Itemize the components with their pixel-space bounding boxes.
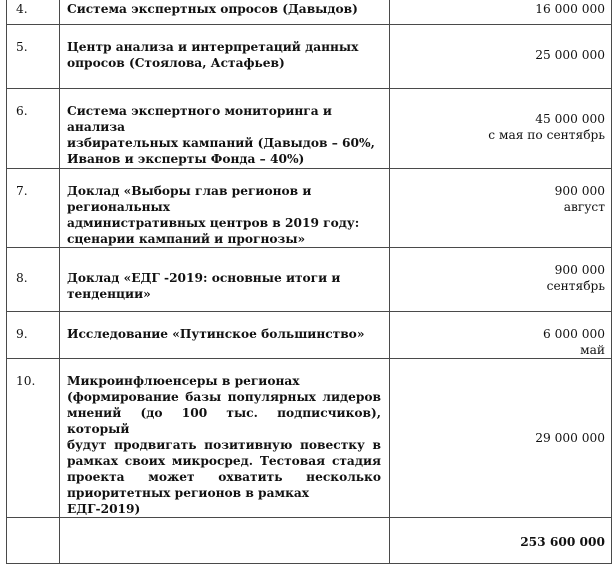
- description-line: проекта может охватить несколько: [67, 470, 381, 484]
- row-number: 9.: [7, 312, 60, 359]
- amount-cell: [390, 359, 612, 518]
- description-line: Микроинфлюенсеры в регионах: [67, 374, 300, 388]
- item-description: [60, 169, 390, 248]
- amount-cell: [390, 312, 612, 359]
- description-line: мнений (до 100 тыс. подписчиков), который: [67, 406, 381, 436]
- description-line: сценарии кампаний и прогнозы»: [67, 232, 306, 246]
- amount-note: с мая по сентябрь: [488, 128, 605, 142]
- description-line: избирательных кампаний (Давыдов – 60%,: [67, 136, 375, 150]
- amount-value: 25 000 000: [535, 48, 605, 62]
- amount-note: сентябрь: [546, 279, 605, 293]
- table-row: [7, 248, 612, 312]
- amount-value: 29 000 000: [535, 431, 605, 445]
- item-description: [60, 359, 390, 518]
- table-row: [7, 89, 612, 169]
- description-line: приоритетных регионов в рамках ЕДГ-2019): [67, 486, 310, 516]
- row-number: 4.: [7, 0, 60, 25]
- amount-cell: [390, 89, 612, 169]
- item-description: [60, 312, 390, 359]
- table-row: [7, 312, 612, 359]
- row-number: 10.: [7, 359, 60, 518]
- description-line: Система экспертных опросов (Давыдов): [67, 2, 358, 16]
- amount-value: 900 000: [554, 184, 605, 198]
- amount-cell: [390, 25, 612, 89]
- amount-value: 900 000: [554, 263, 605, 277]
- description-line: будут продвигать позитивную повестку в: [67, 438, 381, 452]
- amount-value: 6 000 000: [542, 327, 605, 341]
- table-row: [7, 25, 612, 89]
- description-line: административных центров в 2019 году:: [67, 216, 360, 230]
- total-row: [7, 518, 612, 564]
- description-line: (формирование базы популярных лидеров: [67, 390, 381, 404]
- amount-cell: [390, 169, 612, 248]
- description-line: Иванов и эксперты Фонда – 40%): [67, 152, 305, 166]
- budget-table: [6, 0, 612, 564]
- amount-value: 16 000 000: [535, 2, 605, 16]
- amount-cell: [390, 0, 612, 25]
- total-amount: 253 600 000: [520, 535, 605, 549]
- table-row: [7, 0, 612, 25]
- amount-value: 45 000 000: [535, 112, 605, 126]
- total-number-cell: [7, 518, 60, 564]
- description-line: рамках своих микросред. Тестовая стадия: [67, 454, 381, 468]
- description-line: опросов (Стоялова, Астафьев): [67, 56, 285, 70]
- item-description: [60, 0, 390, 25]
- amount-note: май: [580, 343, 605, 357]
- amount-note: август: [563, 200, 605, 214]
- description-line: тенденции»: [67, 287, 151, 301]
- description-line: Доклад «Выборы глав регионов и региональных: [67, 184, 312, 214]
- item-description: [60, 89, 390, 169]
- row-number: 8.: [7, 248, 60, 312]
- total-amount-cell: [390, 518, 612, 564]
- table-row: [7, 359, 612, 518]
- row-number: 5.: [7, 25, 60, 89]
- total-description-cell: [60, 518, 390, 564]
- row-number: 7.: [7, 169, 60, 248]
- description-line: Доклад «ЕДГ -2019: основные итоги и: [67, 271, 341, 285]
- row-number: 6.: [7, 89, 60, 169]
- table-row: [7, 169, 612, 248]
- description-line: Система экспертного мониторинга и анализа: [67, 104, 332, 134]
- description-line: Исследование «Путинское большинство»: [67, 327, 365, 341]
- item-description: [60, 25, 390, 89]
- description-line: Центр анализа и интерпретаций данных: [67, 40, 359, 54]
- item-description: [60, 248, 390, 312]
- amount-cell: [390, 248, 612, 312]
